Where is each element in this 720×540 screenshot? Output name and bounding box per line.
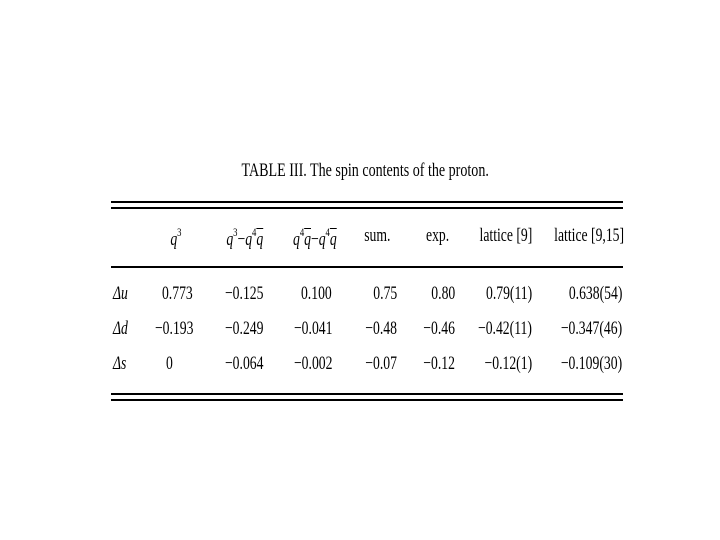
table-cell: −0.125 [224,283,263,304]
table-cell: −0.42(11) [478,318,532,339]
table-cell: 0.80 [431,283,455,304]
table-header-rule [111,266,623,268]
table-top-rule-1 [111,201,623,203]
table-top-rule-2 [111,207,623,209]
header-sum: sum. [363,225,390,246]
table-cell: 0.638(54) [568,283,622,304]
header-lattice-9-15: lattice [9,15] [554,225,624,246]
row-label-delta-s: Δs [113,353,127,374]
table-cell: −0.07 [365,353,397,374]
table-bottom-rule-1 [111,393,623,395]
table-cell: −0.46 [423,318,455,339]
header-q4qbar-q4qbar: $q^4\overline{q}-q^4\overline{q}$ [293,225,337,250]
table-cell: −0.347(46) [560,318,622,339]
table-cell: 0.773 [162,283,193,304]
header-exp: exp. [425,225,449,246]
table-cell: 0.79(11) [485,283,532,304]
row-label-delta-u: Δu [113,283,128,304]
table-cell: −0.109(30) [560,353,622,374]
table-cell: −0.48 [365,318,397,339]
table-cell: 0.75 [373,283,397,304]
table-cell: 0 [166,353,173,374]
table-cell: −0.193 [154,318,193,339]
table-cell: 0.100 [301,283,332,304]
table-cell: −0.041 [293,318,332,339]
table-cell: −0.064 [224,353,263,374]
table-bottom-rule-2 [111,399,623,401]
header-lattice-9: lattice [9] [479,225,532,246]
table-caption: TABLE III. The spin contents of the proton. [241,160,489,181]
header-q3: $q^3$ [169,225,181,250]
table-cell: −0.12 [423,353,455,374]
table-cell: −0.002 [293,353,332,374]
header-q3-q4qbar: $q^3-q^4\overline{q}$ [226,225,263,250]
table-cell: −0.249 [224,318,263,339]
row-label-delta-d: Δd [113,318,128,339]
table-cell: −0.12(1) [484,353,532,374]
